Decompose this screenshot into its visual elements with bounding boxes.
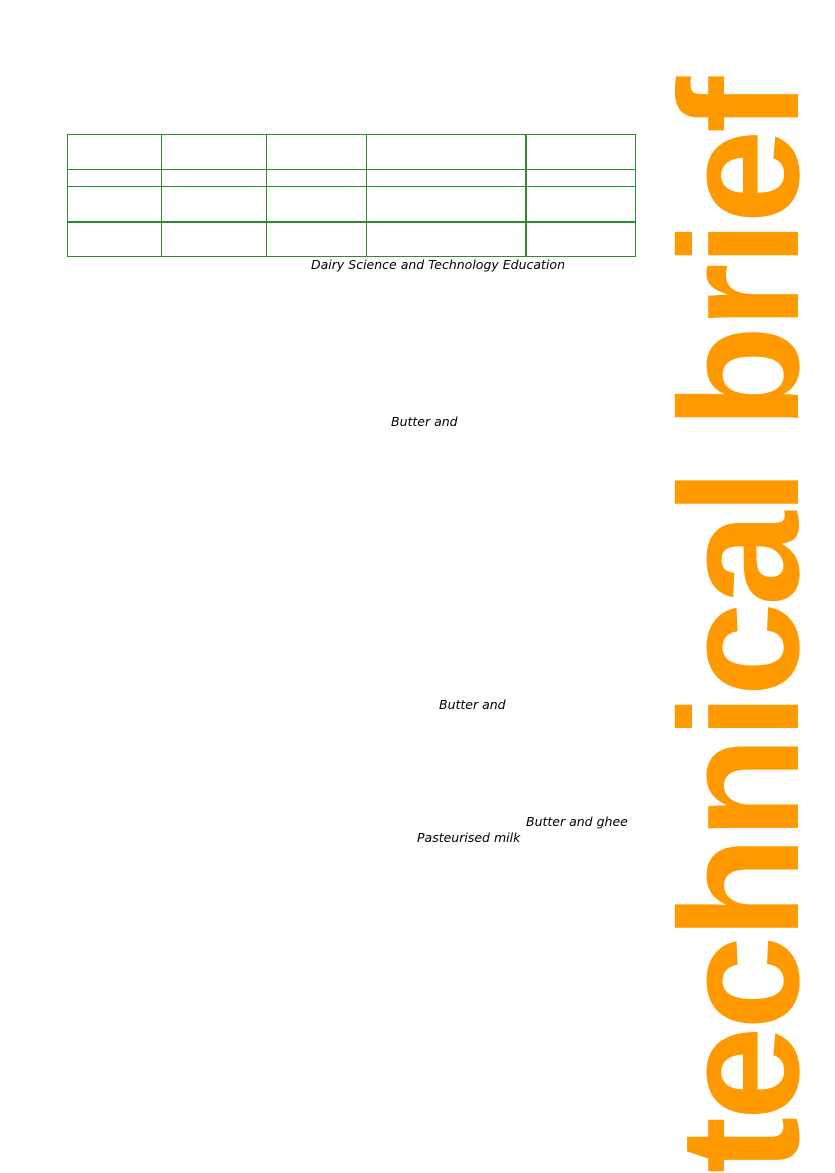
table-cell <box>162 187 267 222</box>
table-cell <box>267 170 367 187</box>
pasteurised-milk-text: Pasteurised milk <box>417 830 521 845</box>
table-cell <box>162 222 267 256</box>
table-cell <box>267 187 367 222</box>
table-row <box>68 187 636 222</box>
table-cell <box>68 135 162 170</box>
brand-banner <box>645 80 835 1173</box>
table-cell <box>526 170 636 187</box>
technical-brief-wordmark: technical brief <box>645 80 835 1173</box>
table-cell <box>68 187 162 222</box>
table-cell <box>526 222 636 256</box>
table-cell <box>162 135 267 170</box>
table-cell <box>267 135 367 170</box>
header-table <box>67 134 636 257</box>
butter-and-ghee-text: Butter and ghee <box>526 814 628 829</box>
table-cell <box>367 170 526 187</box>
butter-and-text: Butter and <box>439 697 506 712</box>
table-cell <box>162 170 267 187</box>
table-cell <box>68 222 162 256</box>
table-cell <box>367 135 526 170</box>
table-cell <box>526 135 636 170</box>
table-row <box>68 222 636 256</box>
table-row <box>68 170 636 187</box>
source-credit: Dairy Science and Technology Education <box>311 257 565 272</box>
butter-and-text: Butter and <box>391 414 458 429</box>
table-cell <box>526 187 636 222</box>
table-cell <box>267 222 367 256</box>
table-cell <box>367 187 526 222</box>
table-cell <box>68 170 162 187</box>
table-cell <box>367 222 526 256</box>
table-row <box>68 135 636 170</box>
